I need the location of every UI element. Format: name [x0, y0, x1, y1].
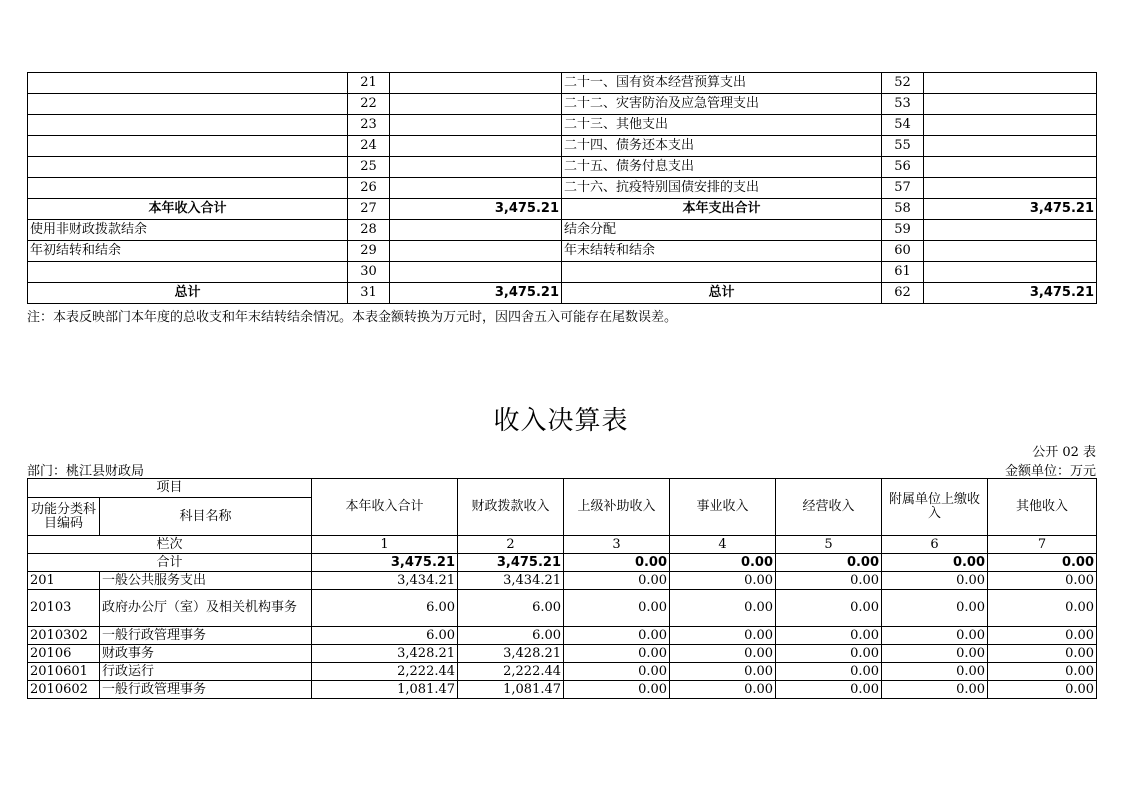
summary-row [28, 73, 1097, 94]
column-no: 2 [458, 536, 564, 554]
summary-right-no: 60 [882, 241, 924, 262]
income-row-value: 0.00 [776, 645, 882, 663]
summary-row [28, 115, 1097, 136]
income-row-code: 2010602 [28, 681, 100, 699]
summary-left-label [28, 178, 348, 199]
summary-left-no: 26 [348, 178, 390, 199]
summary-right-amount [924, 262, 1097, 283]
summary-right-amount [924, 178, 1097, 199]
summary-left-label [28, 115, 348, 136]
summary-left-amount [390, 178, 562, 199]
summary-left-label [28, 73, 348, 94]
income-row-value: 0.00 [776, 572, 882, 590]
income-row-value: 0.00 [988, 681, 1097, 699]
summary-right-amount [924, 241, 1097, 262]
summary-left-amount [390, 136, 562, 157]
income-row-value: 0.00 [776, 590, 882, 627]
total-value: 3,475.21 [458, 554, 564, 572]
summary-left-label [28, 262, 348, 283]
summary-left-amount: 3,475.21 [390, 199, 562, 220]
department-label: 部门：桃江县财政局 [27, 464, 145, 479]
summary-left-label: 年初结转和结余 [28, 241, 348, 262]
column-no: 3 [564, 536, 670, 554]
summary-right-no: 56 [882, 157, 924, 178]
income-row-value: 0.00 [988, 627, 1097, 645]
summary-right-label: 总计 [562, 283, 882, 304]
summary-row [28, 157, 1097, 178]
income-row-value: 0.00 [776, 663, 882, 681]
header-code: 功能分类科目编码 [28, 498, 100, 536]
summary-left-no: 30 [348, 262, 390, 283]
summary-right-no: 59 [882, 220, 924, 241]
summary-left-amount [390, 241, 562, 262]
header-column-no-label: 栏次 [28, 536, 312, 554]
summary-right-label: 结余分配 [562, 220, 882, 241]
summary-left-amount [390, 262, 562, 283]
summary-right-amount [924, 115, 1097, 136]
summary-left-no: 31 [348, 283, 390, 304]
income-row-value: 0.00 [670, 645, 776, 663]
income-row-value: 0.00 [776, 681, 882, 699]
summary-left-label: 本年收入合计 [28, 199, 348, 220]
summary-row [28, 199, 1097, 220]
income-row-value: 6.00 [458, 627, 564, 645]
summary-right-no: 61 [882, 262, 924, 283]
summary-right-amount [924, 157, 1097, 178]
income-row-value: 0.00 [670, 681, 776, 699]
summary-right-label: 二十一、国有资本经营预算支出 [562, 73, 882, 94]
total-value: 0.00 [670, 554, 776, 572]
total-value: 3,475.21 [312, 554, 458, 572]
header-col7: 其他收入 [988, 479, 1097, 536]
income-table [27, 478, 1097, 699]
summary-row [28, 94, 1097, 115]
summary-left-label: 总计 [28, 283, 348, 304]
summary-right-amount: 3,475.21 [924, 283, 1097, 304]
income-row [28, 572, 1097, 590]
summary-right-label: 二十二、灾害防治及应急管理支出 [562, 94, 882, 115]
summary-left-no: 22 [348, 94, 390, 115]
income-row [28, 663, 1097, 681]
income-row-name: 一般行政管理事务 [100, 627, 312, 645]
header-col2: 财政拨款收入 [458, 479, 564, 536]
total-value: 0.00 [564, 554, 670, 572]
income-row-value: 6.00 [458, 590, 564, 627]
income-row-name: 财政事务 [100, 645, 312, 663]
income-row-name: 一般公共服务支出 [100, 572, 312, 590]
summary-right-no: 57 [882, 178, 924, 199]
summary-right-amount [924, 94, 1097, 115]
income-row-value: 0.00 [988, 590, 1097, 627]
income-row-value: 0.00 [670, 663, 776, 681]
header-item: 项目 [28, 479, 312, 498]
summary-left-no: 29 [348, 241, 390, 262]
summary-left-amount [390, 94, 562, 115]
summary-row [28, 283, 1097, 304]
column-no: 7 [988, 536, 1097, 554]
header-col3: 上级补助收入 [564, 479, 670, 536]
income-row-code: 20106 [28, 645, 100, 663]
income-row-value: 0.00 [564, 645, 670, 663]
income-row-value: 0.00 [882, 663, 988, 681]
form-number: 公开 02 表 [1032, 445, 1096, 460]
summary-table [27, 72, 1097, 304]
summary-left-amount [390, 73, 562, 94]
income-row-code: 2010302 [28, 627, 100, 645]
income-row-value: 3,434.21 [312, 572, 458, 590]
income-row-value: 0.00 [882, 681, 988, 699]
summary-left-no: 28 [348, 220, 390, 241]
income-row-value: 0.00 [882, 572, 988, 590]
column-no: 1 [312, 536, 458, 554]
income-row-value: 0.00 [564, 681, 670, 699]
income-row-value: 0.00 [882, 645, 988, 663]
summary-left-amount [390, 157, 562, 178]
income-row-value: 2,222.44 [312, 663, 458, 681]
summary-left-no: 21 [348, 73, 390, 94]
income-row-value: 0.00 [564, 572, 670, 590]
summary-left-label [28, 136, 348, 157]
total-value: 0.00 [882, 554, 988, 572]
summary-right-label [562, 262, 882, 283]
income-row [28, 645, 1097, 663]
summary-right-no: 54 [882, 115, 924, 136]
total-label: 合计 [28, 554, 312, 572]
summary-row [28, 178, 1097, 199]
summary-right-no: 55 [882, 136, 924, 157]
summary-left-label [28, 94, 348, 115]
income-row [28, 590, 1097, 627]
summary-right-amount [924, 73, 1097, 94]
summary-right-label: 本年支出合计 [562, 199, 882, 220]
summary-right-no: 62 [882, 283, 924, 304]
summary-right-label: 二十五、债务付息支出 [562, 157, 882, 178]
income-row-value: 0.00 [670, 572, 776, 590]
income-row-value: 6.00 [312, 627, 458, 645]
income-row-value: 1,081.47 [312, 681, 458, 699]
income-row-value: 3,434.21 [458, 572, 564, 590]
income-row [28, 681, 1097, 699]
income-row-name: 一般行政管理事务 [100, 681, 312, 699]
summary-right-label: 年末结转和结余 [562, 241, 882, 262]
income-row-value: 6.00 [312, 590, 458, 627]
header-col6: 附属单位上缴收入 [882, 479, 988, 536]
summary-left-amount: 3,475.21 [390, 283, 562, 304]
income-row-value: 0.00 [564, 663, 670, 681]
header-col5: 经营收入 [776, 479, 882, 536]
income-row-value: 0.00 [564, 627, 670, 645]
summary-row [28, 220, 1097, 241]
income-row-code: 201 [28, 572, 100, 590]
income-row-value: 0.00 [988, 663, 1097, 681]
header-col1: 本年收入合计 [312, 479, 458, 536]
summary-right-no: 52 [882, 73, 924, 94]
summary-right-amount [924, 136, 1097, 157]
summary-right-no: 58 [882, 199, 924, 220]
income-row-value: 0.00 [882, 590, 988, 627]
income-row-value: 0.00 [988, 572, 1097, 590]
income-table-body [28, 479, 1097, 699]
summary-right-label: 二十四、债务还本支出 [562, 136, 882, 157]
income-row-value: 3,428.21 [458, 645, 564, 663]
column-no: 6 [882, 536, 988, 554]
total-value: 0.00 [988, 554, 1097, 572]
income-row-value: 0.00 [564, 590, 670, 627]
income-row-value: 2,222.44 [458, 663, 564, 681]
income-row-code: 2010601 [28, 663, 100, 681]
header-col4: 事业收入 [670, 479, 776, 536]
summary-left-no: 27 [348, 199, 390, 220]
summary-left-amount [390, 220, 562, 241]
page-title: 收入决算表 [493, 406, 629, 436]
total-value: 0.00 [776, 554, 882, 572]
column-no: 5 [776, 536, 882, 554]
summary-right-amount: 3,475.21 [924, 199, 1097, 220]
summary-left-no: 25 [348, 157, 390, 178]
summary-row [28, 241, 1097, 262]
income-row-value: 1,081.47 [458, 681, 564, 699]
income-row-value: 0.00 [988, 645, 1097, 663]
income-row [28, 627, 1097, 645]
income-row-value: 0.00 [882, 627, 988, 645]
summary-left-no: 24 [348, 136, 390, 157]
summary-right-amount [924, 220, 1097, 241]
summary-table-note: 注：本表反映部门本年度的总收支和年末结转结余情况。本表金额转换为万元时，因四舍五入可能存在尾数误差。 [27, 310, 678, 325]
summary-right-label: 二十六、抗疫特别国债安排的支出 [562, 178, 882, 199]
summary-row [28, 262, 1097, 283]
income-row-value: 0.00 [670, 590, 776, 627]
income-row-value: 3,428.21 [312, 645, 458, 663]
income-row-name: 行政运行 [100, 663, 312, 681]
header-name: 科目名称 [100, 498, 312, 536]
summary-table-body [28, 73, 1097, 304]
income-row-value: 0.00 [670, 627, 776, 645]
summary-left-label: 使用非财政拨款结余 [28, 220, 348, 241]
income-row-code: 20103 [28, 590, 100, 627]
summary-right-label: 二十三、其他支出 [562, 115, 882, 136]
summary-row [28, 136, 1097, 157]
income-row-value: 0.00 [776, 627, 882, 645]
income-row-name: 政府办公厅（室）及相关机构事务 [100, 590, 312, 627]
summary-left-label [28, 157, 348, 178]
column-no: 4 [670, 536, 776, 554]
amount-unit-label: 金额单位：万元 [1004, 464, 1096, 479]
summary-left-amount [390, 115, 562, 136]
summary-left-no: 23 [348, 115, 390, 136]
summary-right-no: 53 [882, 94, 924, 115]
